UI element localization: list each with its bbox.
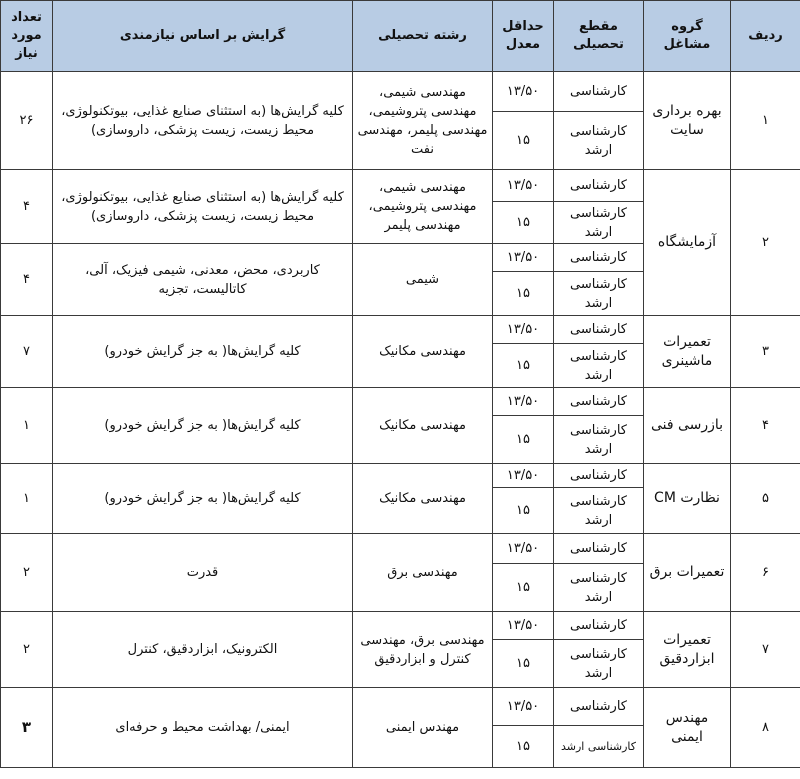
degree-master: کارشناسی ارشد xyxy=(554,726,644,768)
min-gpa-bachelor: ۱۳/۵۰ xyxy=(493,170,554,202)
specialization: ایمنی/ بهداشت محیط و حرفه‌ای xyxy=(53,688,353,768)
specialization: کلیه گرایش‌ها( به جز گرایش خودرو) xyxy=(53,316,353,388)
job-group: بهره برداری سایت xyxy=(644,72,731,170)
field-of-study: مهندسی مکانیک xyxy=(353,316,493,388)
job-group: تعمیرات ابزاردقیق xyxy=(644,612,731,688)
table-row xyxy=(1,464,800,488)
specialization: کاربردی، محض، معدنی، شیمی فیزیک، آلی، کاتالیست، تجزیه xyxy=(53,244,353,316)
job-group: نظارت CM xyxy=(644,464,731,534)
required-count: ۴ xyxy=(1,170,53,244)
row-number: ۷ xyxy=(731,612,800,688)
degree-bachelor: کارشناسی xyxy=(554,388,644,416)
degree-bachelor: کارشناسی xyxy=(554,534,644,564)
header-count: تعداد مورد نیاز xyxy=(1,1,53,72)
degree-bachelor: کارشناسی xyxy=(554,170,644,202)
min-gpa-master: ۱۵ xyxy=(493,344,554,388)
job-group: بازرسی فنی xyxy=(644,388,731,464)
row-number: ۶ xyxy=(731,534,800,612)
row-number: ۸ xyxy=(731,688,800,768)
table-row xyxy=(1,388,800,416)
min-gpa-master: ۱۵ xyxy=(493,202,554,244)
header-specialization: گرایش بر اساس نیازمندی xyxy=(53,1,353,72)
min-gpa-bachelor: ۱۳/۵۰ xyxy=(493,688,554,726)
row-number: ۱ xyxy=(731,72,800,170)
row-number: ۴ xyxy=(731,388,800,464)
min-gpa-bachelor: ۱۳/۵۰ xyxy=(493,316,554,344)
degree-bachelor: کارشناسی xyxy=(554,464,644,488)
min-gpa-bachelor: ۱۳/۵۰ xyxy=(493,612,554,640)
header-row-number: ردیف xyxy=(731,1,800,72)
header-degree: مقطع تحصیلی xyxy=(554,1,644,72)
degree-master: کارشناسی ارشد xyxy=(554,416,644,464)
job-group: مهندس ایمنی xyxy=(644,688,731,768)
degree-master: کارشناسی ارشد xyxy=(554,112,644,170)
required-count: ۳ xyxy=(1,688,53,768)
degree-master: کارشناسی ارشد xyxy=(554,640,644,688)
table-row xyxy=(1,612,800,640)
field-of-study: مهندسی مکانیک xyxy=(353,388,493,464)
table-row xyxy=(1,170,800,202)
required-count: ۲۶ xyxy=(1,72,53,170)
min-gpa-master: ۱۵ xyxy=(493,726,554,768)
required-count: ۱ xyxy=(1,464,53,534)
table-row xyxy=(1,534,800,564)
required-count: ۲ xyxy=(1,534,53,612)
job-group: آزمایشگاه xyxy=(644,170,731,316)
row-number: ۲ xyxy=(731,170,800,316)
field-of-study: مهندسی مکانیک xyxy=(353,464,493,534)
required-count: ۴ xyxy=(1,244,53,316)
field-of-study: مهندسی شیمی، مهندسی پتروشیمی، مهندسی پلیمر xyxy=(353,170,493,244)
header-row xyxy=(1,1,800,72)
min-gpa-master: ۱۵ xyxy=(493,488,554,534)
degree-master: کارشناسی ارشد xyxy=(554,488,644,534)
field-of-study: مهندسی شیمی، مهندسی پتروشیمی، مهندسی پلیمر، مهندسی نفت xyxy=(353,72,493,170)
specialization: کلیه گرایش‌ها (به استثنای صنایع غذایی، بیوتکنولوژی، محیط زیست، زیست پزشکی، داروسازی) xyxy=(53,170,353,244)
field-of-study: مهندس ایمنی xyxy=(353,688,493,768)
min-gpa-master: ۱۵ xyxy=(493,564,554,612)
degree-bachelor: کارشناسی xyxy=(554,72,644,112)
header-job-group: گروه مشاغل xyxy=(644,1,731,72)
specialization: قدرت xyxy=(53,534,353,612)
row-number: ۵ xyxy=(731,464,800,534)
header-min-gpa: حداقل معدل xyxy=(493,1,554,72)
min-gpa-master: ۱۵ xyxy=(493,272,554,316)
job-group: تعمیرات ماشینری xyxy=(644,316,731,388)
min-gpa-master: ۱۵ xyxy=(493,640,554,688)
field-of-study: مهندسی برق xyxy=(353,534,493,612)
required-count: ۲ xyxy=(1,612,53,688)
specialization: کلیه گرایش‌ها( به جز گرایش خودرو) xyxy=(53,464,353,534)
min-gpa-bachelor: ۱۳/۵۰ xyxy=(493,464,554,488)
degree-master: کارشناسی ارشد xyxy=(554,202,644,244)
header-field: رشته تحصیلی xyxy=(353,1,493,72)
table-row xyxy=(1,688,800,726)
specialization: کلیه گرایش‌ها( به جز گرایش خودرو) xyxy=(53,388,353,464)
degree-master: کارشناسی ارشد xyxy=(554,564,644,612)
required-count: ۱ xyxy=(1,388,53,464)
row-number: ۳ xyxy=(731,316,800,388)
min-gpa-master: ۱۵ xyxy=(493,416,554,464)
degree-master: کارشناسی ارشد xyxy=(554,344,644,388)
degree-bachelor: کارشناسی xyxy=(554,316,644,344)
min-gpa-bachelor: ۱۳/۵۰ xyxy=(493,244,554,272)
specialization: کلیه گرایش‌ها (به استثنای صنایع غذایی، بیوتکنولوژی، محیط زیست، زیست پزشکی، داروسازی) xyxy=(53,72,353,170)
min-gpa-master: ۱۵ xyxy=(493,112,554,170)
min-gpa-bachelor: ۱۳/۵۰ xyxy=(493,534,554,564)
degree-master: کارشناسی ارشد xyxy=(554,272,644,316)
degree-bachelor: کارشناسی xyxy=(554,688,644,726)
job-group: تعمیرات برق xyxy=(644,534,731,612)
required-count: ۷ xyxy=(1,316,53,388)
min-gpa-bachelor: ۱۳/۵۰ xyxy=(493,388,554,416)
degree-bachelor: کارشناسی xyxy=(554,612,644,640)
field-of-study: مهندسی برق، مهندسی کنترل و ابزاردقیق xyxy=(353,612,493,688)
degree-bachelor: کارشناسی xyxy=(554,244,644,272)
table-row xyxy=(1,316,800,344)
specialization: الکترونیک، ابزاردقیق، کنترل xyxy=(53,612,353,688)
min-gpa-bachelor: ۱۳/۵۰ xyxy=(493,72,554,112)
table-row xyxy=(1,72,800,112)
field-of-study: شیمی xyxy=(353,244,493,316)
